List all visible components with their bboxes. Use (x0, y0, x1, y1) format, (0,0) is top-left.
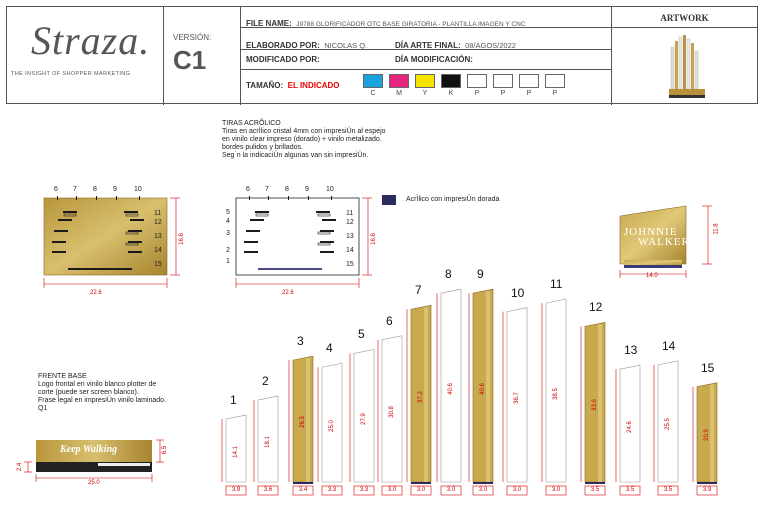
swatch-letter-6: P (526, 90, 532, 97)
strip-height-label-11: 38.5 (552, 387, 559, 400)
left-side-num-12: 12 (154, 219, 162, 226)
left-height-dim: 16.6 (178, 233, 185, 245)
mid-top-num-8: 8 (285, 186, 289, 193)
frente-title: FRENTE BASE (38, 373, 87, 380)
file-name-value: J9788 GLORIFICADOR OTC BASE GIRATORIA - PLANTILLA IMAGEN Y CNC (296, 21, 526, 28)
strip-base-mark-12 (585, 482, 605, 484)
mid-right-num-13: 13 (346, 233, 354, 240)
strip-width-label-2: 3.6 (263, 487, 273, 493)
mid-right-num-12: 12 (346, 219, 354, 226)
strip-height-label-5: 27.9 (360, 412, 367, 425)
strip-height-label-12: 33.6 (591, 399, 598, 412)
base-width-dim: 25.0 (88, 480, 100, 486)
mid-top-num-7: 7 (265, 186, 269, 193)
strip-number-10: 10 (511, 285, 525, 300)
frente-line-4: Q1 (38, 405, 48, 412)
strip-number-11: 11 (550, 277, 563, 292)
modificado-label: MODIFICADO POR: (246, 55, 320, 64)
mid-left-num-2: 2 (226, 247, 230, 254)
swatch-letter-0: C (370, 90, 376, 97)
strip-shine-9 (486, 291, 490, 482)
swatch-letter-2: Y (422, 90, 428, 97)
strip-height-label-6: 30.8 (388, 406, 395, 418)
strip-number-13: 13 (624, 343, 638, 358)
swatch-letter-5: P (500, 90, 506, 97)
strip-width-label-15: 3.9 (702, 487, 712, 493)
strip-number-5: 5 (358, 327, 365, 342)
tiras-line-3: bordes pulidos y brillados. (222, 144, 303, 151)
legend-label: AcrÌlico con impresiÛn dorada (406, 196, 500, 203)
strip-base-mark-9 (473, 482, 493, 484)
tagline: THE INSIGHT OF SHOPPER MARKETING (11, 71, 131, 77)
left-side-num-13: 13 (154, 233, 162, 240)
swatch-letter-4: P (474, 90, 480, 97)
mid-width-dim: 22.6 (282, 290, 294, 296)
strip-number-7: 7 (415, 283, 422, 298)
version-value: C1 (173, 45, 207, 75)
left-top-num-10: 10 (134, 186, 142, 193)
strip-number-8: 8 (445, 267, 452, 282)
elaborado-value: NICOLAS Q. (324, 41, 368, 50)
strip-width-label-7: 3.0 (416, 487, 426, 493)
dia-mod-label: DÍA MODIFICACIÓN: (395, 55, 473, 64)
strip-shine-15 (710, 385, 714, 482)
version-label: VERSIÓN: (173, 33, 212, 42)
swatch-letter-1: M (396, 90, 402, 97)
dia-arte-label: DÍA ARTE FINAL: (395, 41, 461, 50)
strip-number-15: 15 (701, 360, 715, 375)
left-width-dim: 22.6 (90, 290, 102, 296)
strip-number-2: 2 (262, 374, 269, 389)
left-top-num-9: 9 (113, 186, 117, 193)
tiras-title: TIRAS ACRÕLICO (222, 120, 281, 127)
strip-number-14: 14 (662, 338, 676, 353)
strip-base-mark-3 (293, 482, 313, 484)
jw-line-2: WALKER (638, 236, 690, 248)
strip-height-label-1: 14.1 (232, 445, 239, 458)
jw-line-1: JOHNNIE (624, 226, 678, 238)
strip-shine-12 (598, 324, 602, 482)
tamano-value: EL INDICADO (287, 81, 340, 90)
swatch-letter-3: K (448, 90, 454, 97)
left-side-num-14: 14 (154, 247, 162, 254)
left-top-num-8: 8 (93, 186, 97, 193)
strip-width-label-8: 3.0 (446, 487, 456, 493)
frente-line-2: corte (puede ser screen blanco). (38, 389, 139, 396)
swatch-letter-7: P (552, 90, 558, 97)
mid-top-num-9: 9 (305, 186, 309, 193)
strip-number-6: 6 (386, 313, 393, 328)
tamano-label: TAMAÑO: (246, 81, 284, 90)
jw-width-dim: 14.0 (646, 273, 658, 279)
artwork-label: ARTWORK (660, 13, 709, 23)
left-side-num-15: 15 (154, 261, 162, 268)
strip-height-label-3: 26.5 (299, 416, 306, 428)
strip-width-label-13: 3.5 (625, 487, 635, 493)
left-top-num-7: 7 (73, 186, 77, 193)
dia-arte-value: 08/AGOS/2022 (465, 41, 516, 50)
mid-left-num-5: 5 (226, 209, 230, 216)
strip-height-label-9: 40.6 (479, 382, 486, 395)
strip-width-label-6: 3.0 (387, 487, 397, 493)
strip-number-4: 4 (326, 341, 333, 356)
frente-line-3: Frase legal en impresiÛn vinilo laminado. (38, 397, 167, 404)
mid-right-num-14: 14 (346, 247, 354, 254)
left-top-num-6: 6 (54, 186, 58, 193)
tiras-line-2: en vinilo clear impreso (dorado) + vinilo metalizado. (222, 136, 382, 143)
strip-number-12: 12 (589, 300, 603, 315)
strip-shine-7 (424, 307, 428, 482)
strip-base-mark-7 (411, 482, 431, 484)
frente-line-1: Logo frontal en vinilo blanco plotter de (38, 381, 157, 388)
mid-left-num-3: 3 (226, 230, 230, 237)
strip-width-label-12: 3.5 (590, 487, 600, 493)
strip-width-label-5: 3.3 (359, 487, 369, 493)
strip-height-label-4: 25.0 (328, 419, 335, 432)
mid-top-num-10: 10 (326, 186, 334, 193)
strip-width-label-4: 3.3 (327, 487, 337, 493)
strip-number-1: 1 (230, 393, 237, 408)
mid-right-num-15: 15 (346, 261, 354, 268)
file-name-label: FILE NAME: (246, 19, 292, 28)
strip-height-label-2: 18.1 (264, 436, 271, 448)
mid-right-num-11: 11 (346, 210, 354, 217)
strip-shine-3 (306, 358, 310, 482)
strip-width-label-9: 3.0 (478, 487, 488, 493)
strip-width-label-14: 3.5 (663, 487, 673, 493)
strip-height-label-10: 36.7 (513, 391, 520, 404)
mid-top-num-6: 6 (246, 186, 250, 193)
mid-height-dim: 16.6 (370, 233, 377, 245)
base-h2-dim: 6.5 (162, 445, 169, 455)
strip-height-label-15: 20.9 (703, 429, 710, 442)
elaborado-label: ELABORADO POR: (246, 41, 320, 50)
jw-height-dim: 11.8 (713, 223, 720, 235)
tiras-line-1: Tiras en acrÌlico cristal 4mm con impresiÛn al espejo (222, 128, 386, 135)
base-logo: Keep Walking (60, 444, 118, 455)
strip-height-label-14: 25.5 (664, 418, 671, 431)
mid-left-num-4: 4 (226, 218, 230, 225)
tiras-line-4: Seg˙n la indicaciÛn algunas van sin impresiÛn. (222, 152, 369, 159)
strip-number-9: 9 (477, 267, 484, 282)
straza-logo: Straza. (31, 18, 151, 63)
strip-height-label-13: 24.6 (626, 420, 633, 433)
strip-height-label-8: 40.6 (447, 382, 454, 395)
strip-number-3: 3 (297, 334, 304, 349)
strip-width-label-1: 3.9 (231, 487, 241, 493)
strip-width-label-3: 3.4 (298, 487, 308, 493)
strip-width-label-10: 3.0 (512, 487, 522, 493)
strip-base-mark-15 (697, 482, 717, 484)
left-side-num-11: 11 (154, 210, 162, 217)
strip-height-label-7: 37.2 (417, 390, 424, 403)
mid-left-num-1: 1 (226, 258, 230, 265)
strip-width-label-11: 3.0 (551, 487, 561, 493)
base-h1-dim: 2.4 (17, 462, 24, 472)
